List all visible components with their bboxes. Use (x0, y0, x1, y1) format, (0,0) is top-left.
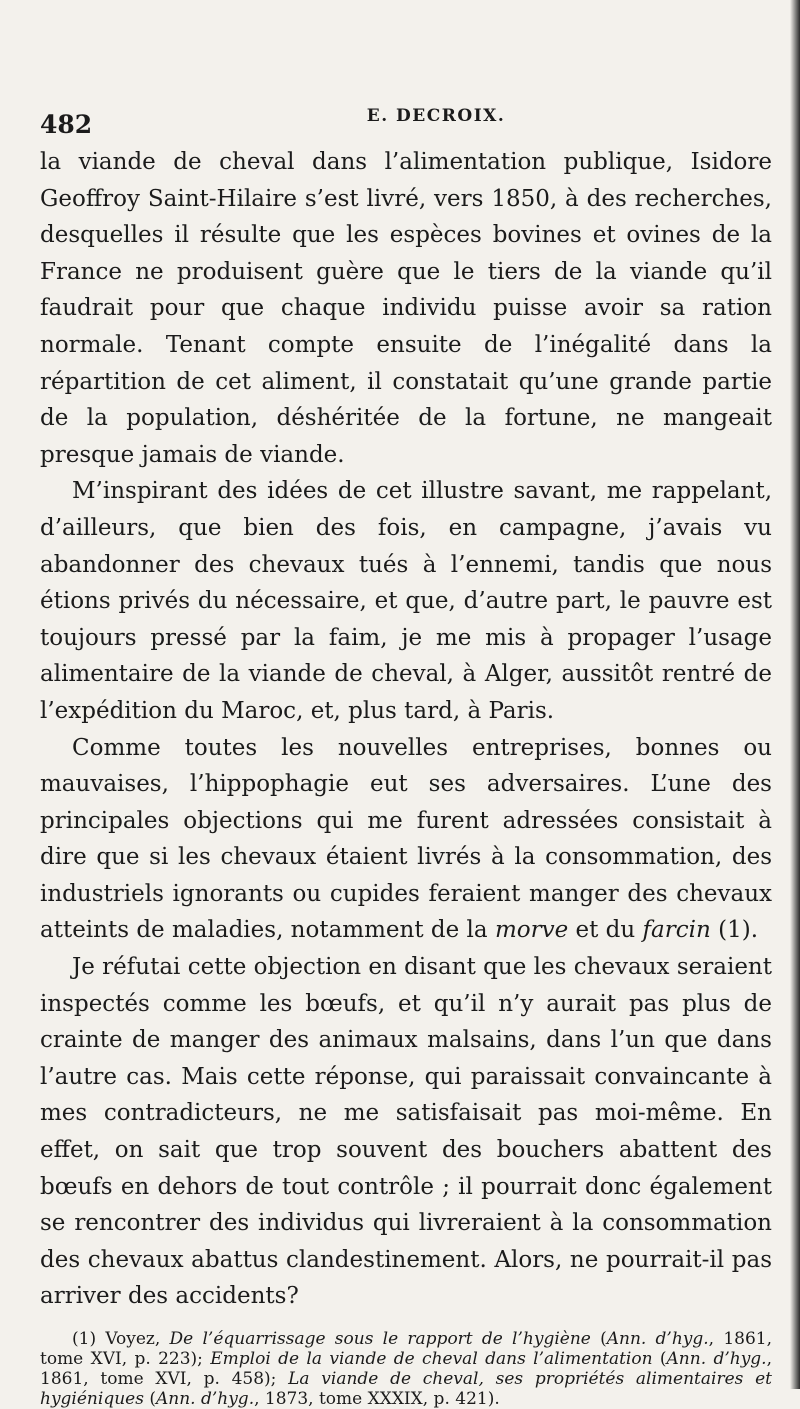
page-edge-shadow (790, 0, 800, 1389)
footnote-text: , 1873, tome XXXIX, p. 421). (254, 1389, 500, 1409)
term-farcin: farcin (642, 917, 711, 944)
paragraph-3 (40, 730, 772, 950)
footnote-text: ( (590, 1329, 607, 1349)
footnote-text: , 1861, tome XVI, p. 458); (40, 1349, 772, 1389)
footnote-text: ( (143, 1389, 156, 1409)
running-head: E. DECROIX. (366, 106, 506, 126)
paragraph-1: la viande de cheval dans l’alimentation publique, Isidore Geoffroy Saint-Hilaire s’est livré, vers 1850, à des recherches, desquelles il résulte que les espèces bovines et ovines de la France ne produisent guère que le tiers de la viande qu’il faudrait pour que chaque individu puisse avoir sa ration normale. Tenant compte ensuite de l’inégalité dans la répartition de cet aliment, il constatait qu’une grande partie de la population, déshéritée de la fortune, ne mangeait presque jamais de viande. (40, 149, 772, 468)
footnote-title-3: La viande de cheval, ses propriétés alimentaires et hygiéniques (40, 1369, 772, 1409)
footnote-text: , 1861, tome XVI, p. 223); (40, 1329, 772, 1369)
page-number: 482 (40, 110, 93, 139)
body-text (40, 144, 772, 1315)
footnote-marker: (1) Voyez, (72, 1329, 170, 1349)
footnote-journal: Ann. d’hyg. (155, 1389, 255, 1409)
footnote-journal: Ann. d’hyg. (606, 1329, 709, 1349)
footnote-journal: Ann. d’hyg. (666, 1349, 767, 1369)
paragraph-3-text: Comme toutes les nouvelles entreprises, bonnes ou mauvaises, l’hippophagie eut ses adversaires. L’une des principales objections qui me furent adressées consistait à dire que si les chevaux étaient livrés à la consommation, des industriels ignorants ou cupides feraient manger des chevaux atteints de maladies, notamment de la (40, 734, 772, 944)
term-morve: morve (494, 917, 569, 944)
paragraph-4: Je réfutai cette objection en disant que les chevaux seraient inspectés comme les bœufs, et qu’il n’y aurait pas plus de crainte de manger des animaux malsains, dans l’un que dans l’autre cas. Mais cette réponse, qui paraissait convaincante à mes contradicteurs, ne me satisfaisait pas moi-même. En effet, on sait que trop souvent des bouchers abattent des bœufs en dehors de tout contrôle ; il pourrait donc également se rencontrer des individus qui livreraient à la consommation des chevaux abattus clandestinement. Alors, ne pourrait-il pas arriver des accidents? (40, 954, 772, 1310)
page-header (40, 100, 772, 144)
footnote (40, 1329, 772, 1409)
footnote-reference: (1). (710, 917, 759, 944)
paragraph-3-mid: et du (568, 917, 643, 944)
footnote-title-1: De l’équarrissage sous le rapport de l’hygiène (169, 1329, 591, 1349)
footnote-title-2: Emploi de la viande de cheval dans l’alimentation (210, 1349, 653, 1369)
paragraph-2: M’inspirant des idées de cet illustre savant, me rappelant, d’ailleurs, que bien des fois, en campagne, j’avais vu abandonner des chevaux tués à l’ennemi, tandis que nous étions privés du nécessaire, et que, d’autre part, le pauvre est toujours pressé par la faim, je me mis à propager l’usage alimentaire de la viande de cheval, à Alger, aussitôt rentré de l’expédition du Maroc, et, plus tard, à Paris. (40, 478, 772, 724)
footnote-text: ( (652, 1349, 667, 1369)
